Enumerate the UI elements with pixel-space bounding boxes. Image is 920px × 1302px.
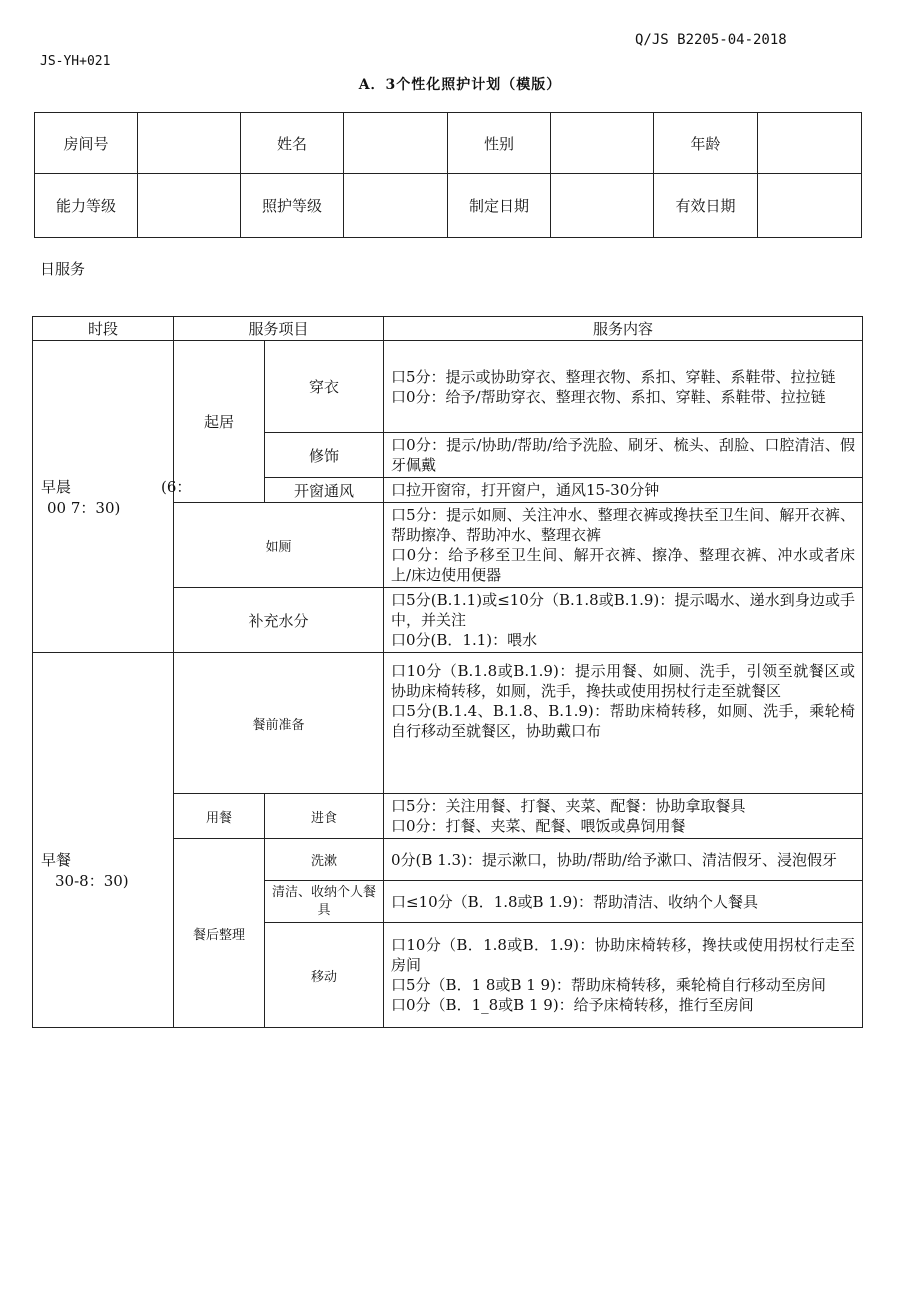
room-value[interactable] bbox=[138, 113, 241, 174]
content-line: 口5分(B.1.1)或≤10分（B.1.8或B.1.9)：提示喝水、递水到身边或手中，并关注 bbox=[391, 591, 856, 629]
content-prep bbox=[384, 653, 863, 794]
item-meal: 用餐 bbox=[174, 794, 265, 839]
content-rinse bbox=[384, 839, 863, 881]
period-morning-line1: 早晨 (6： bbox=[41, 477, 192, 496]
info-table bbox=[34, 112, 862, 238]
item-window: 开窗通风 bbox=[265, 478, 384, 503]
gender-value[interactable] bbox=[551, 113, 654, 174]
valid-date-value[interactable] bbox=[758, 174, 862, 238]
period-breakfast-line2: 30-8：30) bbox=[55, 872, 129, 890]
header-period: 时段 bbox=[33, 317, 174, 341]
content-line: 口0分：打餐、夹菜、配餐、喂饭或鼻饲用餐 bbox=[391, 817, 686, 835]
content-window bbox=[384, 478, 863, 503]
item-prep: 餐前准备 bbox=[174, 653, 384, 794]
item-groom: 修饰 bbox=[265, 433, 384, 478]
content-line: 口0分：提示/协助/帮助/给予洗脸、刷牙、梳头、刮脸、口腔清洁、假牙佩戴 bbox=[391, 436, 856, 474]
item-water: 补充水分 bbox=[174, 588, 384, 653]
made-date-value[interactable] bbox=[551, 174, 654, 238]
content-line: 口5分：提示或协助穿衣、整理衣物、系扣、穿鞋、系鞋带、拉拉链 bbox=[391, 367, 836, 386]
content-line: 口0分(B．1.1)：喂水 bbox=[391, 631, 538, 649]
content-water bbox=[384, 588, 863, 653]
header-content: 服务内容 bbox=[384, 317, 863, 341]
gender-label: 性别 bbox=[448, 113, 551, 174]
valid-date-label: 有效日期 bbox=[654, 174, 758, 238]
name-label: 姓名 bbox=[241, 113, 344, 174]
content-line: 口拉开窗帘，打开窗户，通风15-30分钟 bbox=[391, 481, 660, 499]
made-date-label: 制定日期 bbox=[448, 174, 551, 238]
item-eat: 进食 bbox=[265, 794, 384, 839]
content-line: 口0分（B．1_8或B 1 9)：给予床椅转移，推行至房间 bbox=[391, 996, 754, 1014]
item-toilet: 如厕 bbox=[174, 503, 384, 588]
content-move bbox=[384, 923, 863, 1028]
content-toilet bbox=[384, 503, 863, 588]
content-line: 口0分：给予/帮助穿衣、整理衣物、系扣、穿鞋、系鞋带、拉拉链 bbox=[391, 387, 826, 406]
period-morning-line2: 00 7：30) bbox=[47, 498, 121, 517]
item-dress: 穿衣 bbox=[265, 341, 384, 433]
age-label: 年龄 bbox=[654, 113, 758, 174]
form-code: JS-YH+021 bbox=[40, 54, 111, 69]
service-table bbox=[32, 316, 863, 1028]
item-rise: 起居 bbox=[174, 341, 265, 503]
item-rinse: 洗漱 bbox=[265, 839, 384, 881]
section-label: 日服务 bbox=[40, 260, 86, 278]
item-move: 移动 bbox=[265, 923, 384, 1028]
period-morning bbox=[33, 341, 192, 653]
content-line: 口10分（B．1.8或B．1.9)：协助床椅转移，搀扶或使用拐杖行走至房间 bbox=[391, 936, 856, 974]
room-label: 房间号 bbox=[35, 113, 138, 174]
age-value[interactable] bbox=[758, 113, 862, 174]
content-line: 0分(B 1.3)：提示漱口，协助/帮助/给予漱口、清洁假牙、浸泡假牙 bbox=[391, 850, 838, 869]
period-breakfast bbox=[33, 653, 174, 1028]
care-level-label: 照护等级 bbox=[241, 174, 344, 238]
content-line: 口10分（B.1.8或B.1.9)：提示用餐、如厕、洗手，引领至就餐区或协助床椅转移，如厕，洗手，搀扶或使用拐杖行走至就餐区 bbox=[391, 662, 856, 700]
ability-level-label: 能力等级 bbox=[35, 174, 138, 238]
content-eat bbox=[384, 794, 863, 839]
care-level-value[interactable] bbox=[344, 174, 448, 238]
content-groom bbox=[384, 433, 863, 478]
period-breakfast-line1: 早餐 bbox=[41, 851, 72, 869]
content-clean bbox=[384, 881, 863, 923]
content-line: 口5分（B．1 8或B 1 9)：帮助床椅转移，乘轮椅自行移动至房间 bbox=[391, 976, 826, 994]
item-after: 餐后整理 bbox=[174, 839, 265, 1028]
content-line: 口≤10分（B．1.8或B 1.9)：帮助清洁、收纳个人餐具 bbox=[391, 892, 759, 911]
content-line: 口5分(B.1.4、B.1.8、B.1.9)：帮助床椅转移，如厕、洗手，乘轮椅自行移动至就餐区，协助戴口布 bbox=[391, 702, 856, 740]
header-item: 服务项目 bbox=[174, 317, 384, 341]
name-value[interactable] bbox=[344, 113, 448, 174]
document-number: Q/JS B2205-04-2018 bbox=[635, 32, 787, 48]
content-line: 口5分：提示如厕、关注冲水、整理衣裤或搀扶至卫生间、解开衣裤、帮助擦净、帮助冲水、整理衣裤 bbox=[391, 506, 856, 544]
page-title: A．3个性化照护计划（模版） bbox=[358, 77, 562, 93]
item-clean: 清洁、收纳个人餐具 bbox=[265, 881, 384, 923]
content-line: 口5分：关注用餐、打餐、夹菜、配餐：协助拿取餐具 bbox=[391, 797, 746, 815]
content-dress bbox=[384, 341, 863, 433]
content-line: 口0分：给予移至卫生间、解开衣裤、擦净、整理衣裤、冲水或者床上/床边使用便器 bbox=[391, 546, 856, 584]
ability-level-value[interactable] bbox=[138, 174, 241, 238]
